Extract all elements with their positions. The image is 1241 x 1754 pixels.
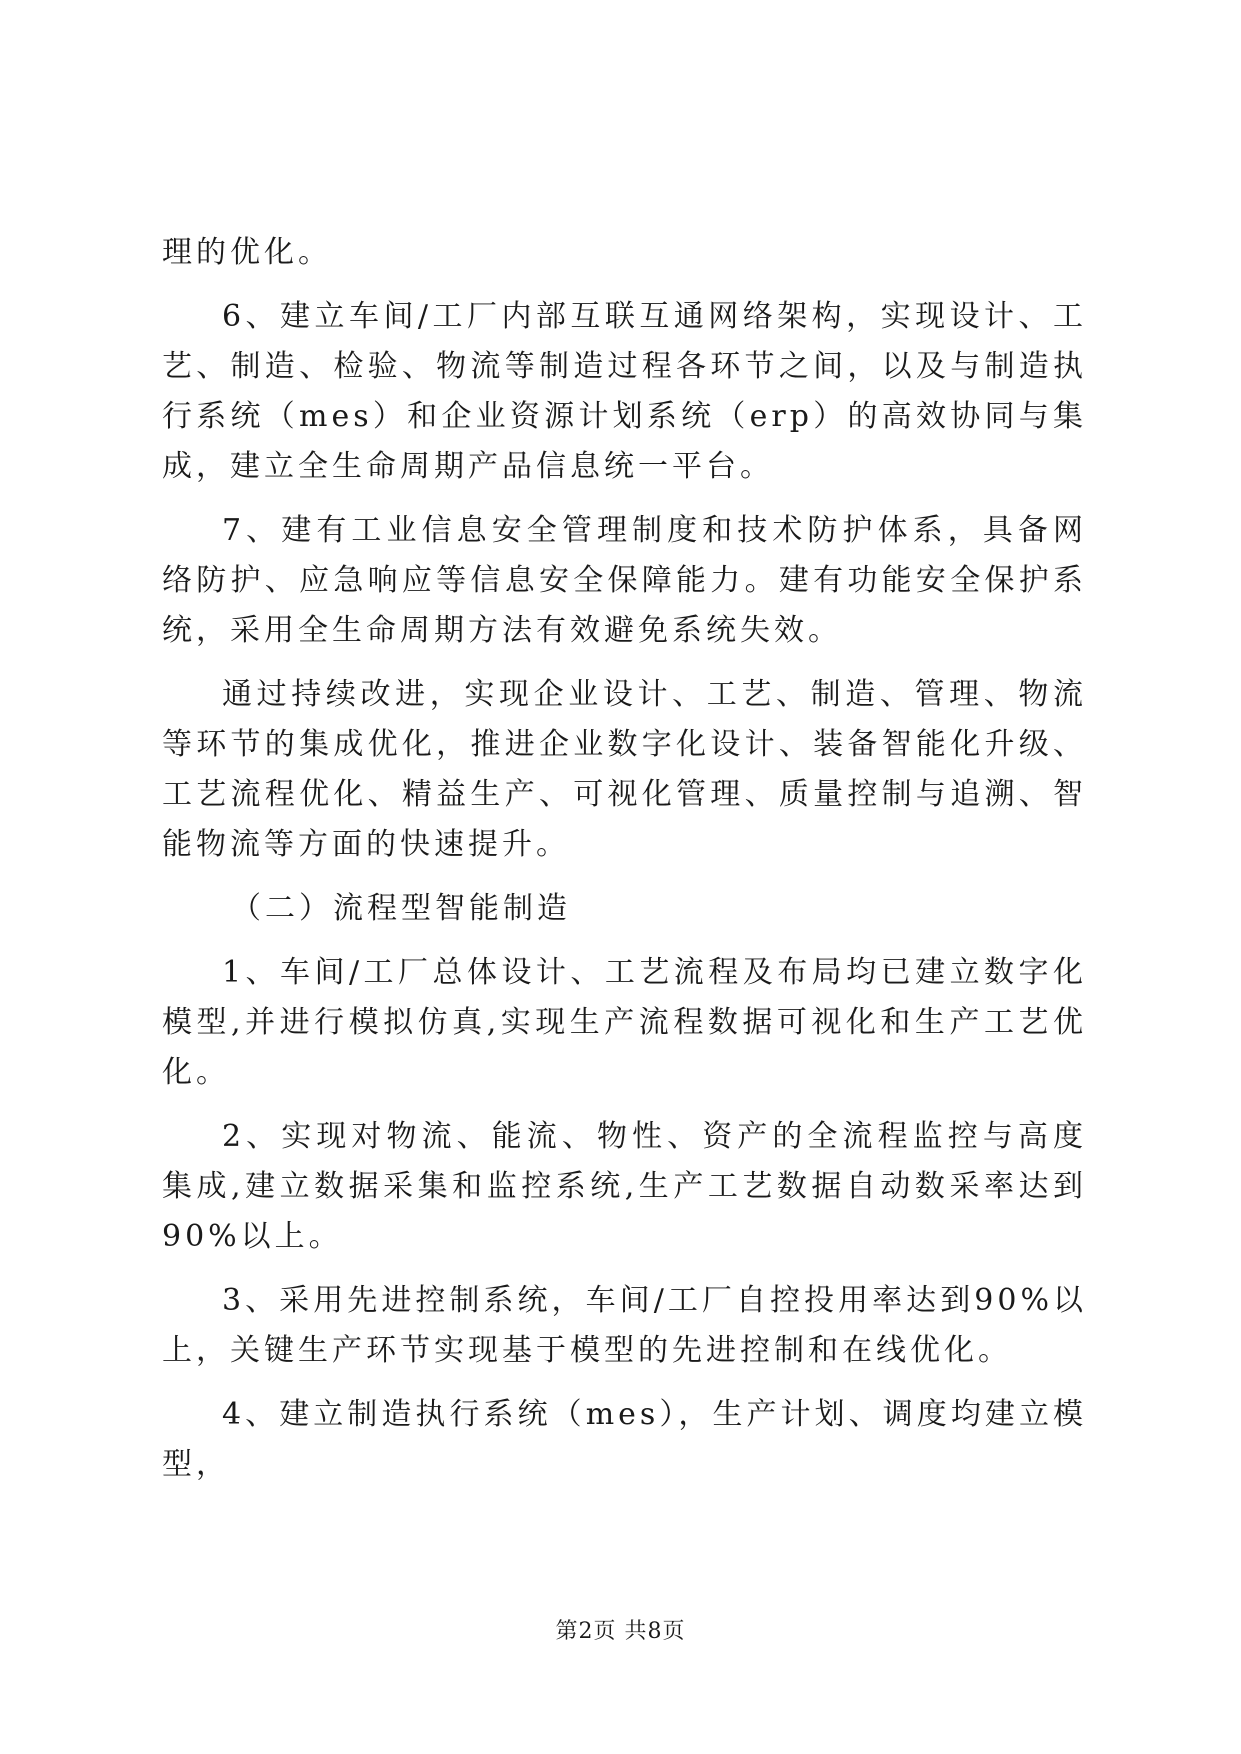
document-body xyxy=(162,228,1087,1504)
paragraph-item-1: 1、车间/工厂总体设计、工艺流程及布局均已建立数字化模型,并进行模拟仿真,实现生产流程数据可视化和生产工艺优化。 xyxy=(162,955,1087,1090)
paragraph-item-6: 6、建立车间/工厂内部互联互通网络架构，实现设计、工艺、制造、检验、物流等制造过程各环节之间，以及与制造执行系统（mes）和企业资源计划系统（erp）的高效协同与集成，建立全生命周期产品信息统一平台。 xyxy=(162,299,1087,484)
section-heading: （二）流程型智能制造 xyxy=(231,891,571,926)
paragraph-item-4: 4、建立制造执行系统（mes），生产计划、调度均建立模型， xyxy=(162,1397,1087,1482)
paragraph-item-2: 2、实现对物流、能流、物性、资产的全流程监控与高度集成,建立数据采集和监控系统,生产工艺数据自动数采率达到90%以上。 xyxy=(162,1119,1087,1254)
paragraph-summary: 通过持续改进，实现企业设计、工艺、制造、管理、物流等环节的集成优化，推进企业数字化设计、装备智能化升级、工艺流程优化、精益生产、可视化管理、质量控制与追溯、智能物流等方面的快速提升。 xyxy=(162,677,1087,862)
page-footer xyxy=(0,1614,1241,1645)
paragraph-item-3: 3、采用先进控制系统，车间/工厂自控投用率达到90%以上，关键生产环节实现基于模型的先进控制和在线优化。 xyxy=(162,1283,1087,1368)
paragraph-item-7: 7、建有工业信息安全管理制度和技术防护体系，具备网络防护、应急响应等信息安全保障能力。建有功能安全保护系统，采用全生命周期方法有效避免系统失效。 xyxy=(162,513,1087,648)
paragraph-continuation: 理的优化。 xyxy=(162,235,332,270)
page-number-label: 第2页 共8页 xyxy=(555,1619,686,1644)
